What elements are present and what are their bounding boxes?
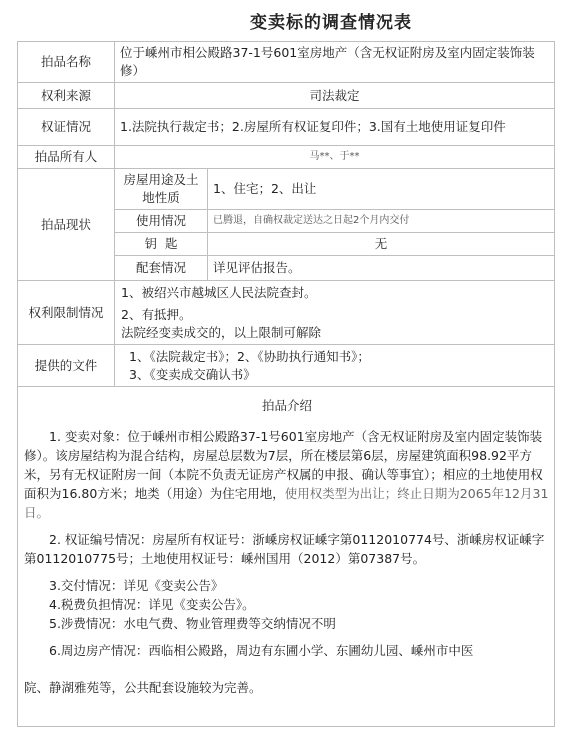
row-intro	[18, 387, 555, 727]
facility-label: 配套情况	[115, 256, 208, 281]
intro-p1-text: 1. 变卖对象：位于嵊州市相公殿路37-1号601室房地产（含无权证附房及室内固定装饰装修）。该房屋结构为混合结构，房屋总层数为7层，所在楼层第6层，房屋建筑面积98.92平方米，另有无权证附房一间（本院不负责无证房产权属的申报、确认等事宜）；相应的土地使用权面积为16.80方米；地类（用途）为住宅用地，	[24, 429, 543, 501]
intro-paragraph-6a: 6.周边房产情况：西临相公殿路，周边有东圃小学、东圃幼儿园、嵊州市中医	[49, 643, 474, 658]
intro-paragraph-2: 2. 权证编号情况：房屋所有权证号：浙嵊房权证嵊字第0112010774号、浙嵊房权证嵊字第0112010775号；土地使用权证号：嵊州国用（2012）第07387号。	[24, 532, 545, 566]
row-certificate	[18, 109, 555, 146]
owner-label: 拍品所有人	[18, 146, 115, 169]
row-item-name	[18, 42, 555, 83]
survey-table	[17, 41, 555, 727]
row-owner	[18, 146, 555, 169]
rights-source-value: 司法裁定	[115, 83, 555, 109]
document-title: 变卖标的调查情况表	[250, 13, 412, 33]
intro-p1-gray-text: 使用权类型为出让；终止日期为2065年12月31日。	[24, 486, 549, 520]
row-status-usage	[18, 169, 555, 210]
row-rights-source	[18, 83, 555, 109]
documents-value	[115, 345, 555, 387]
documents-label: 提供的文件	[18, 345, 115, 387]
restrictions-value	[115, 281, 555, 345]
intro-section	[18, 387, 555, 727]
row-documents	[18, 345, 555, 387]
documents-line-1: 1、《法院裁定书》；2、《协助执行通知书》；	[129, 348, 370, 364]
facility-value: 详见评估报告。	[208, 256, 555, 281]
intro-paragraph-1	[24, 427, 550, 522]
certificate-label: 权证情况	[18, 109, 115, 146]
restrictions-label: 权利限制情况	[18, 281, 115, 345]
restriction-line-1: 1、被绍兴市越城区人民法院查封。	[121, 284, 317, 300]
certificate-value: 1.法院执行裁定书；2.房屋所有权证复印件；3.国有土地使用证复印件	[115, 109, 555, 146]
key-value: 无	[208, 233, 555, 256]
use-value: 已腾退，自确权裁定送达之日起2个月内交付	[208, 210, 555, 233]
item-name-label: 拍品名称	[18, 42, 115, 83]
documents-line-2: 3、《变卖成交确认书》	[129, 366, 256, 382]
status-label: 拍品现状	[18, 169, 115, 281]
restriction-line-2: 2、有抵押。	[121, 306, 192, 322]
owner-value: 马**、于**	[115, 146, 555, 169]
usage-label: 房屋用途及土地性质	[115, 169, 208, 210]
intro-paragraph-4: 4.税费负担情况：详见《变卖公告》。	[49, 597, 255, 612]
intro-paragraph-5: 5.涉费情况：水电气费、物业管理费等交纳情况不明	[49, 616, 336, 631]
intro-paragraph-3: 3.交付情况：详见《变卖公告》	[49, 578, 224, 593]
usage-value: 1、住宅；2、出让	[208, 169, 555, 210]
intro-paragraph-6b: 院、静湖雅苑等，公共配套设施较为完善。	[24, 680, 262, 695]
row-restrictions	[18, 281, 555, 345]
intro-heading: 拍品介绍	[262, 398, 313, 413]
item-name-value: 位于嵊州市相公殿路37-1号601室房地产（含无权证附房及室内固定装饰装修）	[115, 42, 555, 83]
restriction-line-3: 法院经变卖成交的，以上限制可解除	[121, 324, 322, 340]
rights-source-label: 权利来源	[18, 83, 115, 109]
key-label: 钥 匙	[115, 233, 208, 256]
use-label: 使用情况	[115, 210, 208, 233]
